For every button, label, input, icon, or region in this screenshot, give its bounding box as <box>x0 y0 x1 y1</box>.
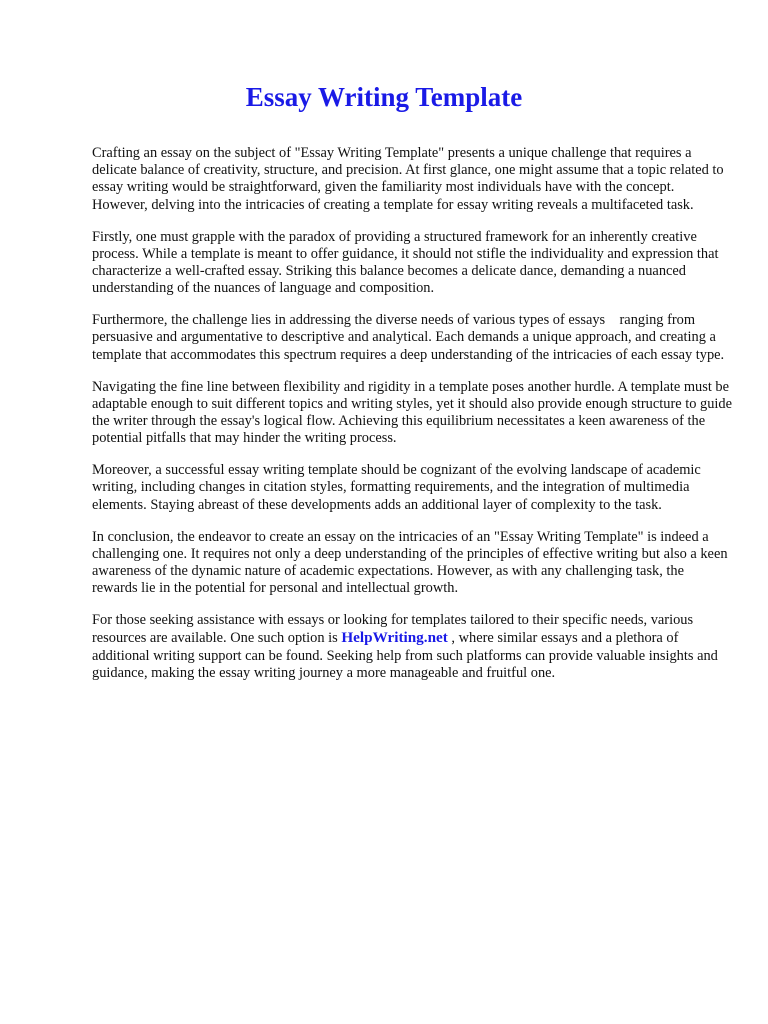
paragraph-7-text-before-link: For those seeking assistance with essays or looking for templates tailored to their specific needs, various resources are available. One such option is <box>92 612 694 647</box>
paragraph-2: Firstly, one must grapple with the paradox of providing a structured framework for an inherently creative process. While a template is meant to offer guidance, it should not stifle the individuality and expression that characterize a well-crafted essay. Striking this balance becomes a delicate dance, demanding a nuanced understanding of the nuances of language and composition. <box>92 228 719 297</box>
paragraph-4: Navigating the fine line between flexibility and rigidity in a template poses another hurdle. A template must be adaptable enough to suit different topics and writing styles, yet it should also provide enough structure to guide the writer through the essay's logical flow. Achieving this equilibrium necessitates a keen awareness of the potential pitfalls that may hinder the writing process. <box>92 378 732 447</box>
helpwriting-link[interactable]: HelpWriting.net <box>341 629 448 647</box>
paragraph-5: Moreover, a successful essay writing template should be cognizant of the evolving landscape of academic writing, including changes in citation styles, formatting requirements, and the integration of multimedia elements. Staying abreast of these developments adds an additional layer of complexity to the task. <box>92 462 701 513</box>
document-title: Essay Writing Template <box>245 82 523 112</box>
document-body <box>92 145 732 697</box>
paragraph-1: Crafting an essay on the subject of "Essay Writing Template" presents a unique challenge that requires a delicate balance of creativity, structure, and precision. At first glance, one might assume that a topic related to essay writing would be straightforward, given the familiarity most individuals have with the concept. However, delving into the intricacies of creating a template for essay writing reveals a multifaceted task. <box>92 145 724 213</box>
paragraph-6: In conclusion, the endeavor to create an essay on the intricacies of an "Essay Writing Template" is indeed a challenging one. It requires not only a deep understanding of the principles of effective writing but also a keen awareness of the dynamic nature of academic expectations. However, as with any challenging task, the rewards lie in the potential for personal and intellectual growth. <box>92 528 728 597</box>
paragraph-7 <box>92 612 732 682</box>
paragraph-7-text-after-link: , where similar essays and a plethora of additional writing support can be found. Seeking help from such platforms can provide valuable insights and guidance, making the essay writing journey a more manageable and fruitful one. <box>92 630 718 681</box>
paragraph-3: Furthermore, the challenge lies in addressing the diverse needs of various types of essays ranging from persuasive and argumentative to descriptive and analytical. Each demands a unique approach, and creating a template that accommodates this spectrum requires a deep understanding of the intricacies of each essay type. <box>92 312 725 363</box>
